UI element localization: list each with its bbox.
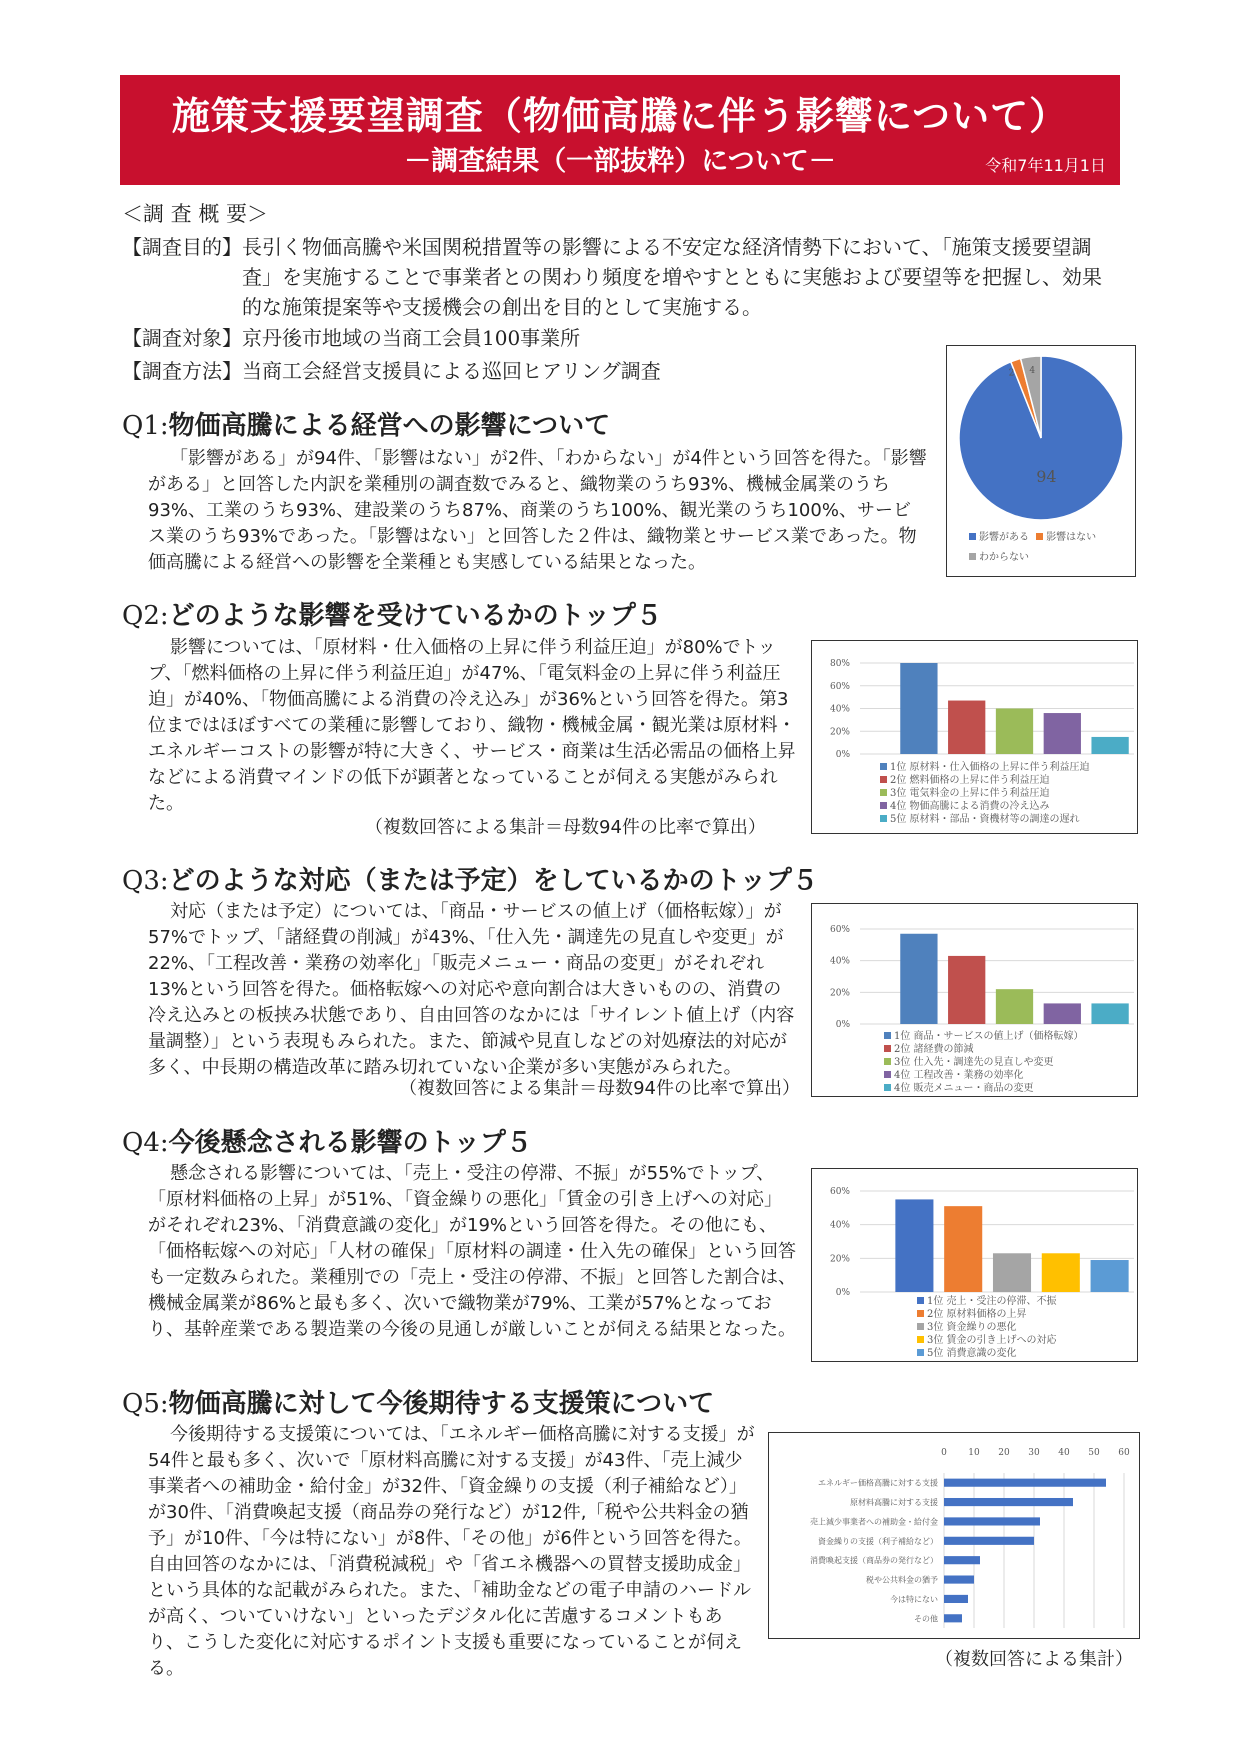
legend-label: 1位 商品・サービスの値上げ（価格転嫁） [894, 1031, 1084, 1042]
bar [1091, 1003, 1128, 1024]
overview-label: 【調査目的】 [122, 235, 242, 259]
overview-text: 長引く物価高騰や米国関税措置等の影響による不安定な経済情勢下において、「施策支援要望調査」を実施することで事業者との関わり頻度を増やすとともに実態および要望等を把握し、効果的な施策提案等や支援機会の創出を目的として実施する。 [242, 235, 1102, 319]
x-tick-label: 60 [1118, 1448, 1130, 1458]
y-tick-label: 40% [829, 704, 850, 715]
category-label: 税や公共料金の猶予 [866, 1575, 938, 1585]
legend-swatch [884, 1032, 891, 1039]
hbar-chart-svg [769, 1433, 1139, 1638]
q2-note: （複数回答による集計＝母数94件の比率で算出） [365, 817, 766, 838]
bar-chart-svg [812, 641, 1137, 761]
legend-item [880, 761, 1135, 774]
pie-data-label: 94 [1036, 467, 1057, 487]
q3-bar-chart [811, 903, 1138, 1097]
category-label: 資金繰りの支援（利子補給など） [818, 1536, 938, 1546]
legend-label: 2位 原材料価格の上昇 [927, 1309, 1027, 1320]
bar [993, 1253, 1031, 1292]
question-title: どのような影響を受けているかのトップ５ [168, 601, 662, 631]
category-label: 消費喚起支援（商品券の発行など） [810, 1556, 938, 1566]
bar [895, 1199, 933, 1292]
page-title: 施策支援要望調査（物価高騰に伴う影響について） [171, 94, 1069, 138]
legend-swatch [917, 1349, 924, 1356]
legend-swatch [880, 789, 887, 796]
legend-swatch [1036, 533, 1043, 540]
overview-purpose [122, 232, 1112, 322]
y-tick-label: 60% [829, 681, 850, 692]
legend-item [1036, 532, 1096, 543]
legend-label: 1位 売上・受注の停滞、不振 [927, 1296, 1057, 1307]
legend-label: 3位 資金繰りの悪化 [927, 1322, 1017, 1333]
overview-text: 当商工会経営支援員による巡回ヒアリング調査 [242, 359, 661, 383]
question-number: Q2: [122, 601, 169, 631]
legend-swatch [917, 1297, 924, 1304]
category-label: その他 [914, 1614, 938, 1624]
y-tick-label: 0% [835, 1288, 850, 1297]
title-banner [120, 75, 1120, 185]
bar [944, 1479, 1106, 1487]
legend-item [884, 1043, 1134, 1056]
q2-bar-chart [811, 640, 1138, 834]
legend-item [884, 1082, 1134, 1095]
legend-label: 影響がある [979, 532, 1029, 543]
q4-heading [122, 1122, 532, 1159]
question-number: Q1: [122, 411, 169, 441]
y-tick-label: 0% [835, 1020, 850, 1030]
bar [1091, 737, 1128, 754]
x-tick-label: 30 [1028, 1448, 1040, 1458]
bar [1091, 1260, 1129, 1292]
bar-legend [884, 1030, 1134, 1095]
category-label: 売上減少事業者への補助金・給付金 [810, 1517, 938, 1527]
legend-swatch [880, 802, 887, 809]
bar [944, 1498, 1073, 1506]
legend-swatch [969, 553, 976, 560]
legend-label: 影響はない [1046, 532, 1097, 543]
question-title: どのような対応（または予定）をしているかのトップ５ [168, 866, 818, 896]
question-title: 物価高騰による経営への影響について [168, 411, 611, 441]
bar [948, 701, 985, 754]
question-number: Q5: [122, 1389, 169, 1419]
category-label: エネルギー価格高騰に対する支援 [818, 1478, 938, 1488]
pie-data-label: 2 [1008, 368, 1015, 379]
x-tick-label: 10 [968, 1448, 980, 1458]
q5-body: 今後期待する支援策については、「エネルギー価格高騰に対する支援」が54件と最も多く、次いで「原材料高騰に対する支援」が43件、「売上減少事業者への補助金・給付金」が32件、「資金繰りの支援（利子補給など）」が30件、「消費喚起支援（商品券の発行など）が12件,「税や公共料金の猶予」が10件、「今は特にない」が8件、「その他」が6件という回答を得た。自由回答のなかには、「消費税減税」や「省エネ機器への買替支援助成金」という具体的な記載がみられた。また、「補助金などの電子申請のハードルが高く、ついていけない」といったデジタル化に苦慮するコメントもあり、こうした変化に対応するポイント支援も重要になっていることが伺える。 [148, 1424, 755, 1679]
y-tick-label: 0% [835, 750, 850, 760]
y-tick-label: 20% [829, 727, 850, 738]
legend-item [917, 1347, 1132, 1360]
bar-chart-svg [812, 1169, 1137, 1297]
bar [996, 989, 1033, 1024]
legend-item [917, 1308, 1132, 1321]
legend-item [969, 552, 1029, 563]
q3-body: 対応（または予定）については、「商品・サービスの値上げ（価格転嫁）」が57%でトップ、「諸経費の削減」が43%、「仕入先・調達先の見直しや変更」が22%、「工程改善・業務の効率化」「販売メニュー・商品の変更」がそれぞれ13%という回答を得た。価格転嫁への対応や意向割合は大きいものの、消費の冷え込みとの板挟み状態であり、自由回答のなかには「サイレント値上げ（内容量調整）」という表現もみられた。また、節減や見直しなどの対処療法的対応が多く、中長期の構造改革に踏み切れていない企業が多い実態がみられた。 [148, 901, 795, 1078]
question-title: 今後懸念される影響のトップ５ [168, 1128, 532, 1158]
page-subtitle: －調査結果（一部抜粋）について－ [404, 146, 836, 177]
x-tick-label: 20 [998, 1448, 1010, 1458]
q1-body: 「影響がある」が94件、「影響はない」が2件、「わからない」が4件という回答を得た。「影響がある」と回答した内訳を業種別の調査数でみると、織物業のうち93%、機械金属業のうち93%、工業のうち93%、建設業のうち87%、商業のうち100%、観光業のうち100%、サービス業のうち93%であった。「影響はない」と回答した２件は、織物業とサービス業であった。物価高騰による経営への影響を全業種とも実感している結果となった。 [148, 448, 927, 573]
q1-pie-chart [946, 345, 1136, 577]
legend-swatch [884, 1058, 891, 1065]
q4-bar-chart [811, 1168, 1138, 1362]
legend-swatch [884, 1084, 891, 1091]
y-tick-label: 80% [829, 659, 850, 669]
legend-item [880, 787, 1135, 800]
bar [1044, 1003, 1081, 1024]
legend-item [969, 532, 1029, 543]
q2-heading [122, 595, 662, 632]
legend-label: 3位 電気料金の上昇に伴う利益圧迫 [890, 788, 1050, 799]
legend-item [880, 813, 1135, 826]
bar [900, 934, 937, 1024]
bar [944, 1575, 974, 1583]
overview-heading: ＜調 査 概 要＞ [122, 202, 269, 226]
bar [944, 1614, 962, 1622]
legend-swatch [880, 776, 887, 783]
bar [948, 956, 985, 1024]
y-tick-label: 60% [829, 925, 850, 935]
x-tick-label: 40 [1058, 1448, 1070, 1458]
legend-label: 3位 賃金の引き上げへの対応 [927, 1335, 1057, 1346]
y-tick-label: 20% [829, 1254, 850, 1265]
legend-swatch [880, 763, 887, 770]
bar [944, 1517, 1040, 1525]
q1-heading [122, 405, 610, 442]
legend-item [880, 800, 1135, 813]
bar [944, 1537, 1034, 1545]
legend-swatch [884, 1045, 891, 1052]
question-number: Q4: [122, 1128, 169, 1158]
y-tick-label: 40% [829, 956, 850, 967]
q5-note: （複数回答による集計） [935, 1649, 1133, 1670]
overview-label: 【調査対象】 [122, 326, 242, 350]
question-title: 物価高騰に対して今後期待する支援策について [168, 1389, 715, 1419]
x-tick-label: 0 [941, 1448, 947, 1458]
bar-chart-svg [812, 904, 1137, 1032]
legend-label: 5位 消費意識の変化 [927, 1348, 1017, 1359]
q5-heading [122, 1383, 714, 1420]
legend-swatch [880, 815, 887, 822]
legend-swatch [884, 1071, 891, 1078]
legend-label: 5位 原材料・部品・資機材等の調達の遅れ [890, 814, 1080, 825]
bar [944, 1206, 982, 1292]
legend-label: 4位 販売メニュー・商品の変更 [894, 1083, 1034, 1094]
x-tick-label: 50 [1088, 1448, 1100, 1458]
q5-hbar-chart [768, 1432, 1140, 1639]
legend-label: 2位 燃料価格の上昇に伴う利益圧迫 [890, 775, 1050, 786]
bar-legend [917, 1295, 1132, 1360]
y-tick-label: 60% [829, 1187, 850, 1197]
legend-label: 1位 原材料・仕入価格の上昇に伴う利益圧迫 [890, 762, 1090, 773]
legend-item [884, 1056, 1134, 1069]
pie-legend [969, 528, 1129, 568]
bar [900, 663, 937, 754]
legend-label: 2位 諸経費の節減 [894, 1044, 974, 1055]
legend-item [884, 1030, 1134, 1043]
legend-item [917, 1334, 1132, 1347]
issue-date: 令和7年11月1日 [985, 156, 1106, 175]
y-tick-label: 20% [829, 988, 850, 999]
pie-data-label: 4 [1029, 365, 1036, 376]
legend-swatch [917, 1310, 924, 1317]
overview-label: 【調査方法】 [122, 359, 242, 383]
legend-item [917, 1295, 1132, 1308]
bar [944, 1595, 968, 1603]
bar [1042, 1253, 1080, 1292]
category-label: 原材料高騰に対する支援 [850, 1498, 938, 1508]
legend-label: 4位 工程改善・業務の効率化 [894, 1070, 1024, 1081]
pie-svg [947, 346, 1135, 526]
legend-swatch [917, 1336, 924, 1343]
legend-label: わからない [979, 552, 1029, 563]
q4-body: 懸念される影響については、「売上・受注の停滞、不振」が55%でトップ、「原材料価格の上昇」が51%、「資金繰りの悪化」「賃金の引き上げへの対応」がそれぞれ23%、「消費意識の変化」が19%という回答を得た。その他にも、「価格転嫁への対応」「人材の確保」「原材料の調達・仕入先の確保」という回答も一定数みられた。業種別での「売上・受注の停滞、不振」と回答した割合は、機械金属業が86%と最も多く、次いで織物業が79%、工業が57%となっており、基幹産業である製造業の今後の見通しが厳しいことが伺える結果となった。 [148, 1163, 796, 1340]
y-tick-label: 40% [829, 1220, 850, 1231]
legend-swatch [917, 1323, 924, 1330]
question-number: Q3: [122, 866, 169, 896]
overview-text: 京丹後市地域の当商工会員100事業所 [242, 326, 581, 350]
bar [944, 1556, 980, 1564]
q2-body: 影響については、「原材料・仕入価格の上昇に伴う利益圧迫」が80%でトップ、「燃料価格の上昇に伴う利益圧迫」が47%、「電気料金の上昇に伴う利益圧迫」が40%、「物価高騰による消費の冷え込み」が36%という回答を得た。第3位まではほぼすべての業種に影響しており、織物・機械金属・観光業は原材料・エネルギーコストの影響が特に大きく、サービス・商業は生活必需品の価格上昇などによる消費マインドの低下が顕著となっていることが伺える実態がみられた。 [148, 637, 796, 814]
bar [1044, 713, 1081, 754]
legend-item [880, 774, 1135, 787]
bar-legend [880, 761, 1135, 826]
q3-heading [122, 860, 818, 897]
legend-swatch [969, 533, 976, 540]
category-label: 今は特にない [890, 1594, 938, 1604]
bar [996, 709, 1033, 755]
legend-label: 4位 物価高騰による消費の冷え込み [890, 801, 1050, 812]
legend-label: 3位 仕入先・調達先の見直しや変更 [894, 1057, 1054, 1068]
q3-note: （複数回答による集計＝母数94件の比率で算出） [399, 1078, 800, 1099]
legend-item [917, 1321, 1132, 1334]
legend-item [884, 1069, 1134, 1082]
